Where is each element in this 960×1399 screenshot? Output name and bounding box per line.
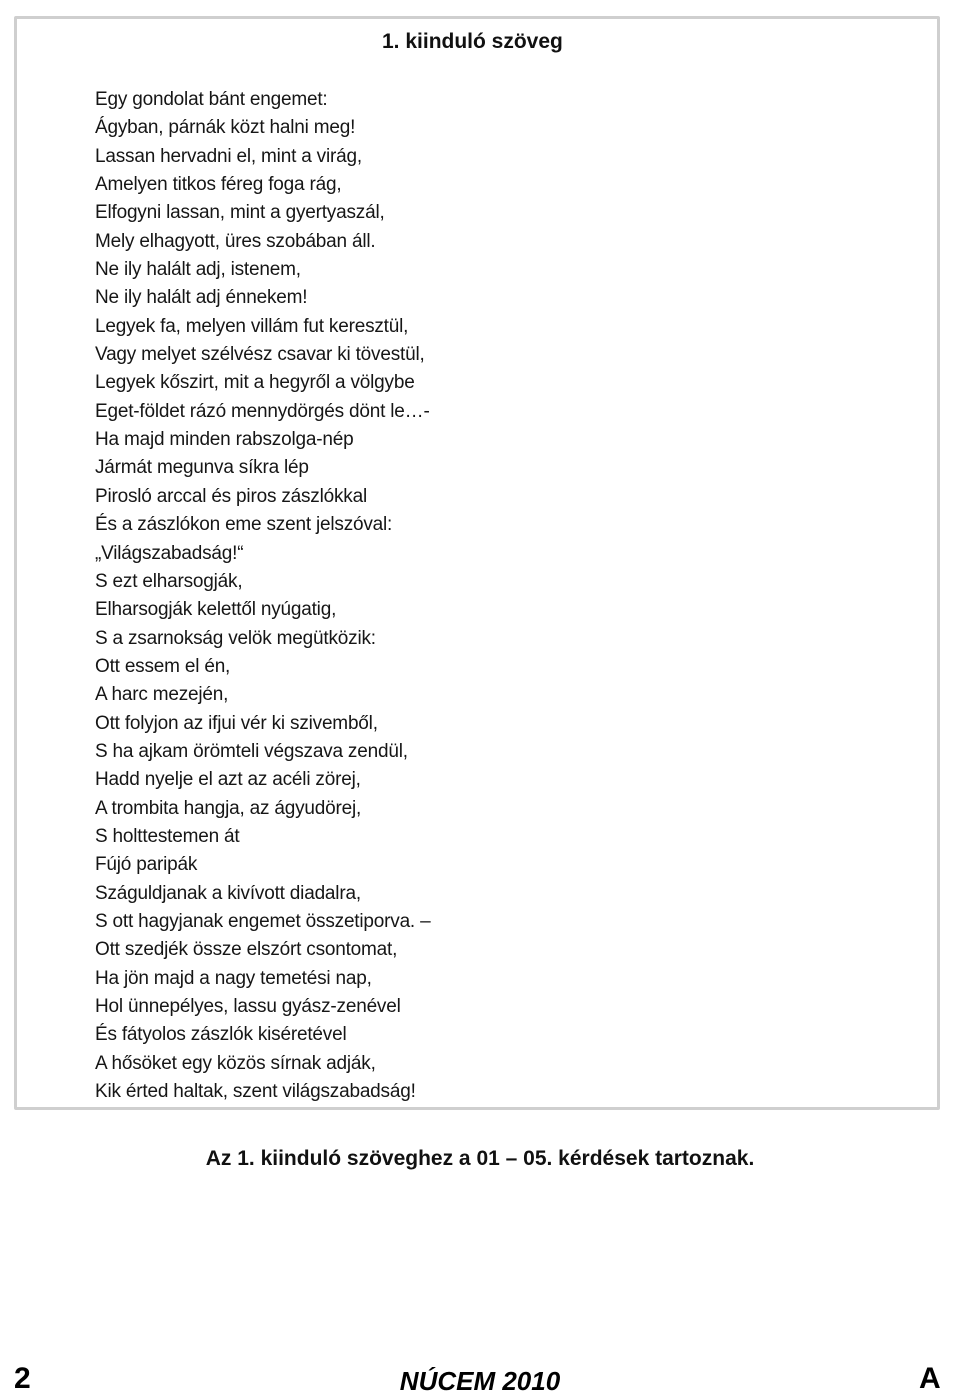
poem-line: Ott essem el én, <box>95 655 231 677</box>
poem-line: És a zászlókon eme szent jelszóval: <box>95 514 393 536</box>
poem-line: S ezt elharsogják, <box>95 570 243 592</box>
poem-line: „Világszabadság!“ <box>95 542 244 564</box>
poem-line: Hadd nyelje el azt az acéli zörej, <box>95 769 361 791</box>
poem-line: Ott folyjon az ifjui vér ki szivemből, <box>95 712 378 734</box>
poem-line: Kik érted haltak, szent világszabadság! <box>95 1081 416 1103</box>
poem-line: Elharsogják kelettől nyúgatig, <box>95 599 337 621</box>
poem-line: Pirosló arccal és piros zászlókkal <box>95 485 367 507</box>
poem-line: És fátyolos zászlók kiséretével <box>95 1024 347 1046</box>
poem-line: S ha ajkam örömteli végszava zendül, <box>95 740 408 762</box>
poem-line: Mely elhagyott, üres szobában áll. <box>95 230 376 252</box>
poem-line: Lassan hervadni el, mint a virág, <box>95 145 362 167</box>
poem-line: Egy gondolat bánt engemet: <box>95 89 328 110</box>
poem-line: Vagy melyet szélvész csavar ki tövestül, <box>95 344 425 366</box>
question-note: Az 1. kiinduló szöveghez a 01 – 05. kérdések tartoznak. <box>205 1147 755 1170</box>
poem-line: Ne ily halált adj énnekem! <box>95 287 308 309</box>
poem-text <box>95 86 430 1106</box>
poem-line: Amelyen titkos féreg foga rág, <box>95 174 342 196</box>
poem-line: A trombita hangja, az ágyudörej, <box>95 797 362 819</box>
poem-line: Legyek fa, melyen villám fut keresztül, <box>95 315 409 337</box>
poem-line: S ott hagyjanak engemet összetiporva. – <box>95 910 431 932</box>
page-number: 2 <box>14 1362 31 1395</box>
poem-line: A hősöket egy közös sírnak adják, <box>95 1052 376 1074</box>
poem-line: Ha jön majd a nagy temetési nap, <box>95 967 372 989</box>
poem-line: S a zsarnokság velök megütközik: <box>95 627 376 649</box>
test-variant: A <box>919 1362 941 1395</box>
poem-line: Ha majd minden rabszolga-nép <box>95 429 354 451</box>
publisher-label: NÚCEM 2010 <box>399 1366 561 1396</box>
poem-line: Száguldjanak a kivívott diadalra, <box>95 882 361 904</box>
source-text-heading: 1. kiinduló szöveg <box>382 30 563 53</box>
poem-line: S holttestemen át <box>95 825 240 847</box>
poem-line: Legyek kőszirt, mit a hegyről a völgybe <box>95 372 415 394</box>
poem-line: Elfogyni lassan, mint a gyertyaszál, <box>95 202 385 224</box>
poem-line: Fújó paripák <box>95 854 198 876</box>
poem-line: Ott szedjék össze elszórt csontomat, <box>95 939 398 961</box>
poem-line: Eget-földet rázó mennydörgés dönt le…- <box>95 400 430 422</box>
poem-line: Ne ily halált adj, istenem, <box>95 259 301 281</box>
poem-line: A harc mezején, <box>95 684 229 706</box>
poem-line: Jármát megunva síkra lép <box>95 457 309 479</box>
poem-line: Ágyban, párnák közt halni meg! <box>95 117 356 139</box>
poem-line: Hol ünnepélyes, lassu gyász-zenével <box>95 996 401 1017</box>
